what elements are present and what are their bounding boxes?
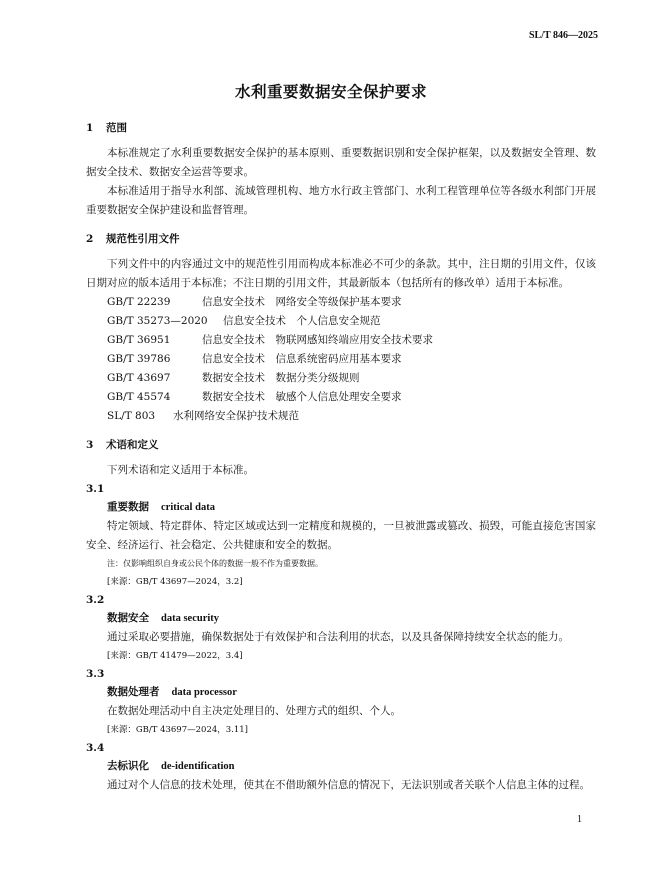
refs-intro: 下列文件中的内容通过文中的规范性引用而构成本标准必不可少的条款。其中，注日期的引用文件，仅该日期对应的版本适用于本标准；不注日期的引用文件，其最新版本（包括所有的修改单）适用于本标准。 (86, 258, 596, 289)
term-source: [来源：GB/T 43697—2024，3.2] (107, 577, 243, 587)
reference-item (86, 312, 596, 331)
term-zh: 数据处理者 (107, 686, 160, 698)
term-note: 注：仅影响组织自身或公民个体的数据一般不作为重要数据。 (107, 559, 323, 568)
reference-name: 信息安全技术 信息系统密码应用基本要求 (202, 353, 402, 365)
term-definition: 通过对个人信息的技术处理，使其在不借助额外信息的情况下，无法识别或者关联个人信息主体的过程。 (107, 779, 590, 791)
section-title: 规范性引用文件 (106, 233, 180, 245)
reference-code: GB/T 45574 (107, 391, 171, 403)
reference-item (86, 388, 596, 407)
term-definition: 特定领域、特定群体、特定区域或达到一定精度和规模的，一旦被泄露或篡改、损毁，可能直接危害国家安全、经济运行、社会稳定、公共健康和安全的数据。 (86, 520, 596, 551)
term-en: de-identification (161, 761, 235, 772)
scope-paragraph: 本标准规定了水利重要数据安全保护的基本原则、重要数据识别和安全保护框架，以及数据安全管理、数据安全技术、数据安全运营等要求。 (86, 147, 596, 178)
clause-number: 3.4 (86, 742, 105, 754)
reference-name: 水利网络安全保护技术规范 (173, 410, 299, 422)
reference-code: GB/T 35273—2020 (107, 315, 208, 327)
term-source: [来源：GB/T 43697—2024，3.11] (107, 725, 249, 735)
term-zh: 数据安全 (107, 612, 149, 624)
term-heading (86, 683, 596, 702)
standard-code: SL/T 846—2025 (529, 30, 598, 41)
section-heading-terms (86, 438, 596, 453)
reference-item (86, 350, 596, 369)
reference-item (86, 331, 596, 350)
reference-name: 信息安全技术 物联网感知终端应用安全技术要求 (202, 334, 433, 346)
reference-code: GB/T 39786 (107, 353, 171, 365)
reference-code: GB/T 22239 (107, 296, 171, 308)
reference-name: 数据安全技术 敏感个人信息处理安全要求 (202, 391, 402, 403)
document-body (86, 121, 596, 795)
term-definition: 通过采取必要措施，确保数据处于有效保护和合法利用的状态，以及具备保障持续安全状态的能力。 (107, 631, 569, 643)
reference-item (86, 407, 596, 426)
clause-number: 3.3 (86, 668, 105, 680)
term-en: critical data (161, 502, 215, 513)
section-number: 3 (86, 439, 94, 451)
reference-name: 信息安全技术 个人信息安全规范 (223, 315, 381, 327)
term-heading (86, 609, 596, 628)
document-title: 水利重要数据安全保护要求 (234, 83, 427, 101)
reference-item (86, 369, 596, 388)
reference-name: 信息安全技术 网络安全等级保护基本要求 (202, 296, 402, 308)
term-en: data security (161, 613, 220, 624)
term-heading (86, 757, 596, 776)
section-heading-scope (86, 121, 596, 136)
reference-code: SL/T 803 (107, 410, 156, 422)
term-source: [来源：GB/T 41479—2022，3.4] (107, 651, 243, 661)
clause-number: 3.1 (86, 483, 105, 495)
scope-paragraph: 本标准适用于指导水利部、流域管理机构、地方水行政主管部门、水利工程管理单位等各级水利部门开展重要数据安全保护建设和监督管理。 (86, 185, 596, 216)
section-title: 术语和定义 (106, 439, 159, 451)
reference-code: GB/T 43697 (107, 372, 171, 384)
terms-intro: 下列术语和定义适用于本标准。 (107, 464, 254, 476)
term-heading (86, 498, 596, 517)
term-definition: 在数据处理活动中自主决定处理目的、处理方式的组织、个人。 (107, 705, 401, 717)
term-zh: 去标识化 (107, 760, 149, 772)
term-en: data processor (171, 687, 237, 698)
reference-item (86, 293, 596, 312)
section-number: 2 (86, 233, 94, 245)
section-title: 范围 (106, 122, 127, 134)
section-heading-refs (86, 232, 596, 247)
term-zh: 重要数据 (107, 501, 149, 513)
reference-list (86, 293, 596, 426)
reference-name: 数据安全技术 数据分类分级规则 (202, 372, 360, 384)
section-number: 1 (86, 122, 94, 134)
page-number: 1 (577, 814, 582, 825)
clause-number: 3.2 (86, 594, 105, 606)
reference-code: GB/T 36951 (107, 334, 171, 346)
